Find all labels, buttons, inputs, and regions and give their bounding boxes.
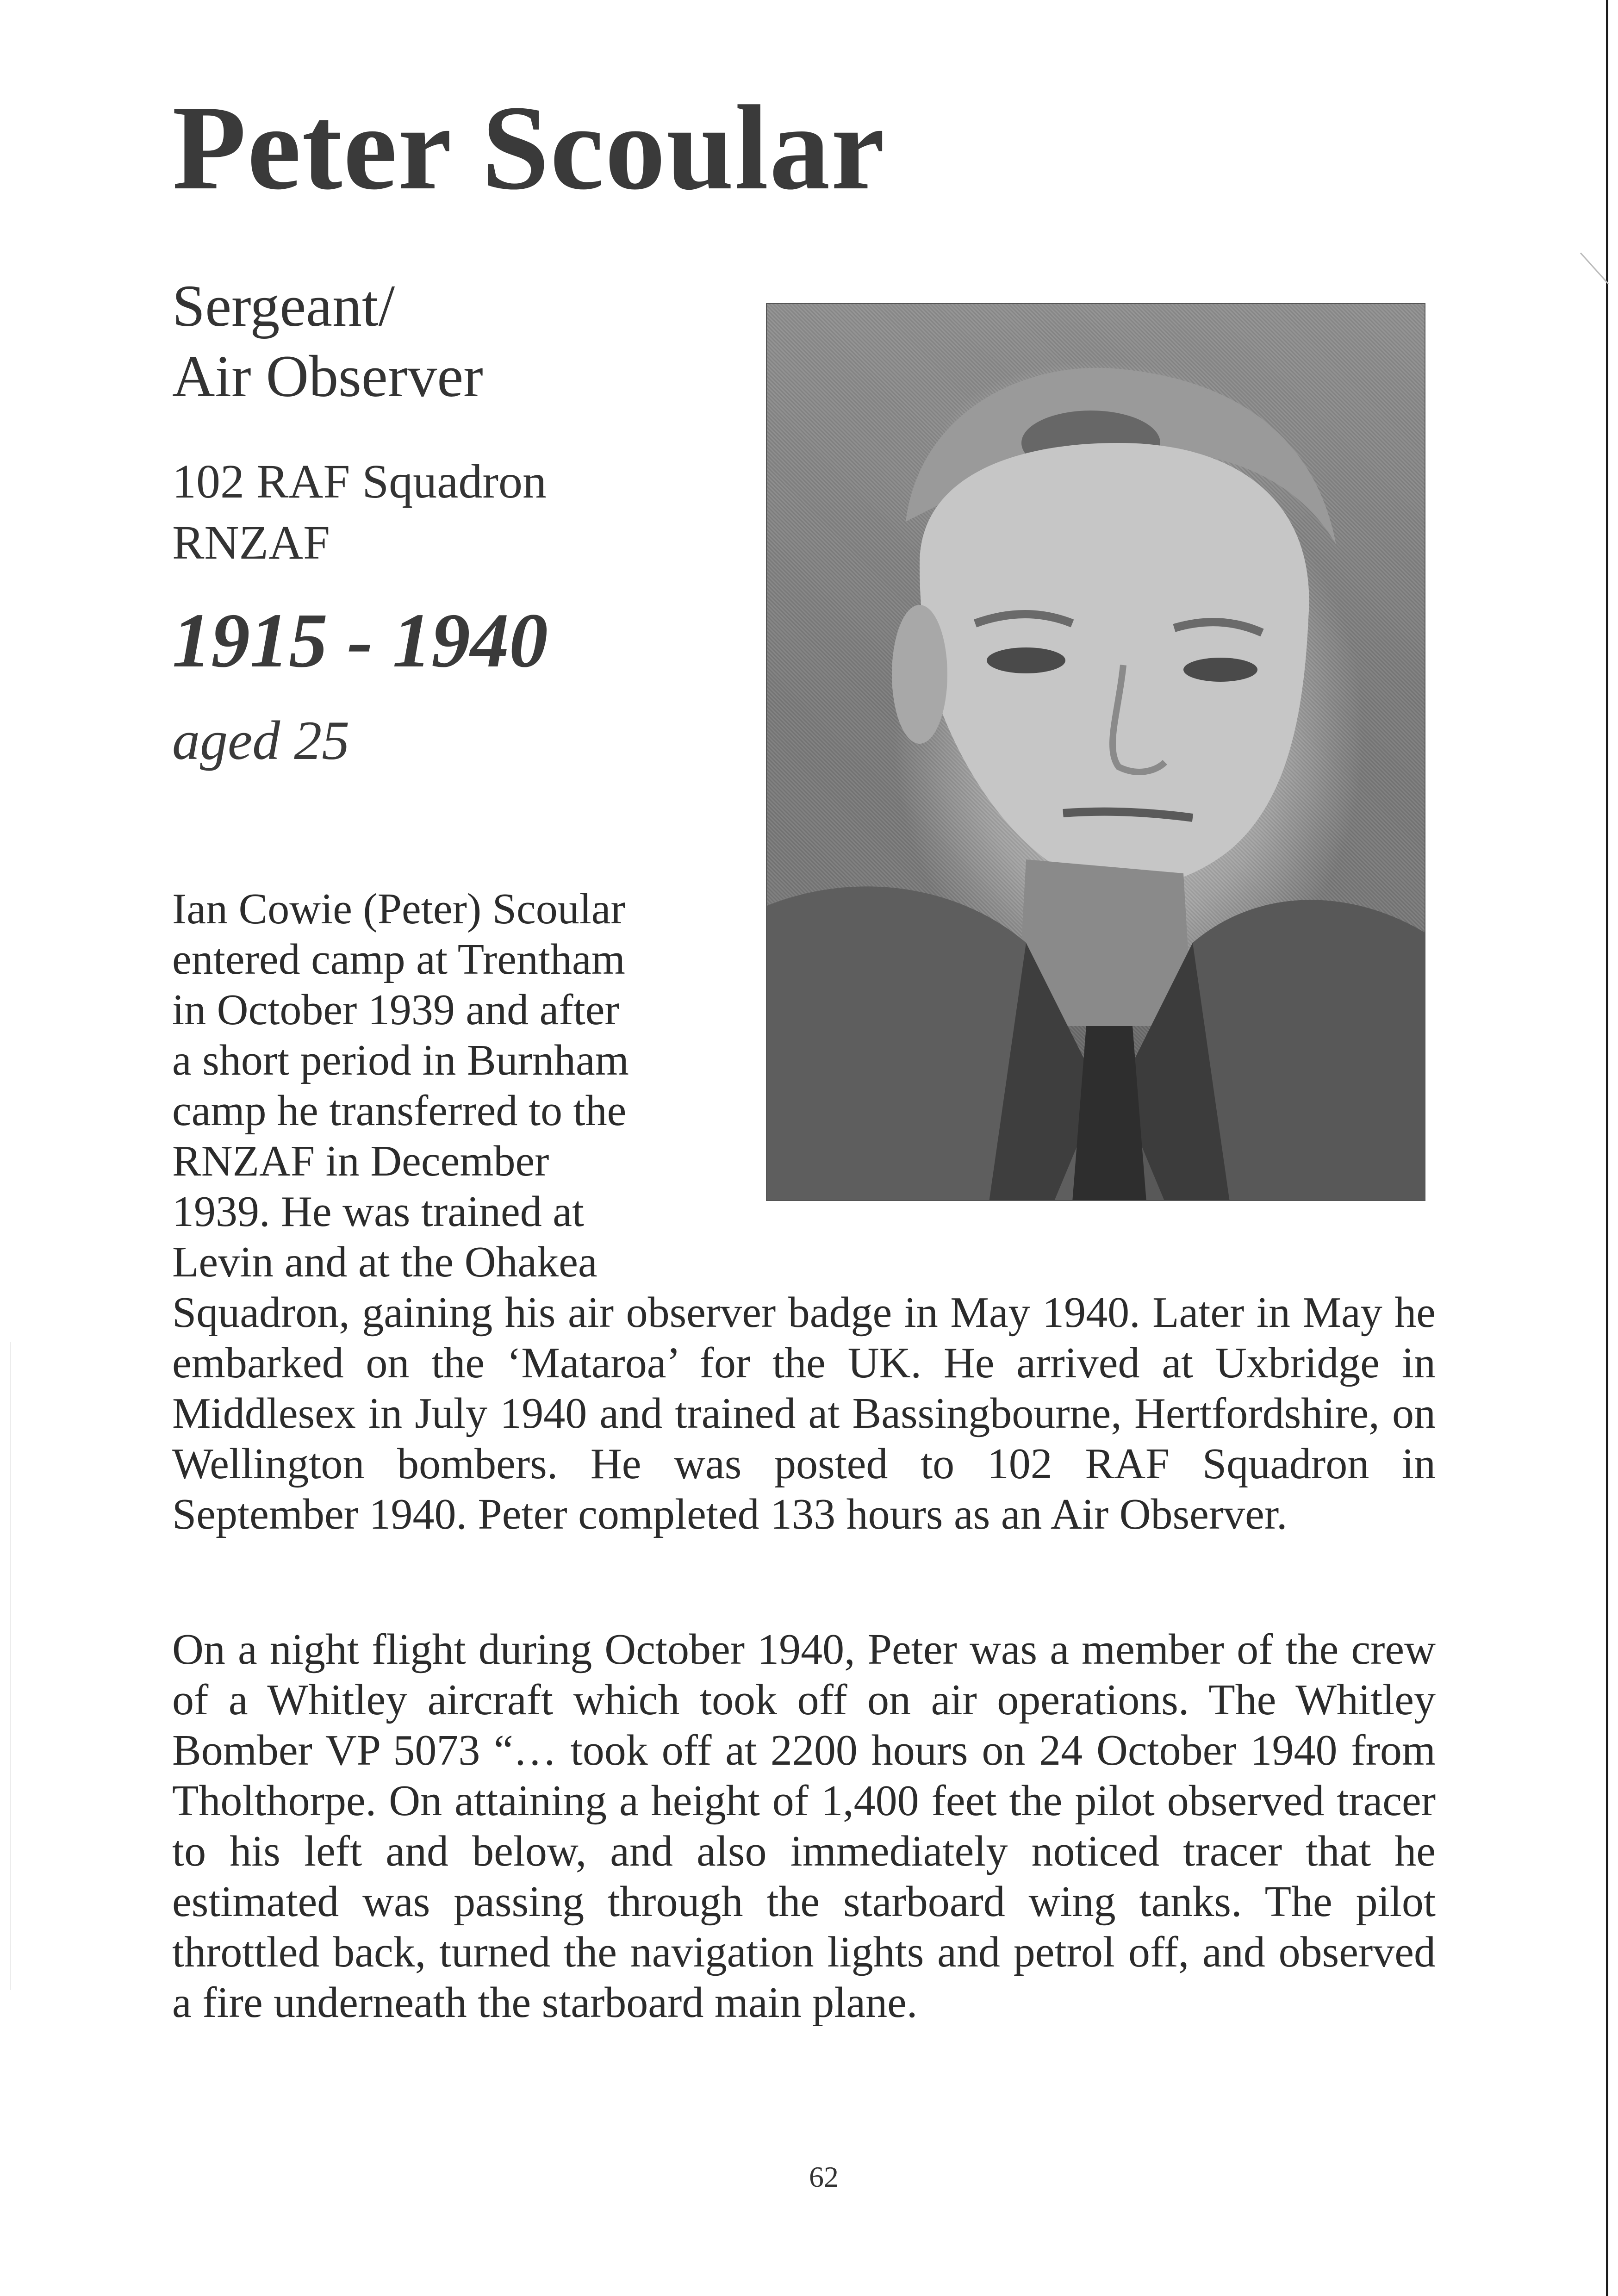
paragraph-2: On a night flight during October 1940, Peter was a member of the crew of a Whitley aircraft which took off on air operations. The Whitley Bomber VP 5073 “… took off at 2200 hours on 24 October 1940 from Tholthorpe. On attaining a height of 1,400 feet the pilot observed tracer to his left and below, and also immediately noticed tracer that he estimated was passing through the starboard wing tanks. The pilot throttled back, turned the navigation lights and petrol off, and observed a fire underneath the starboard main plane. <box>172 1625 1436 2027</box>
text-line: camp he transferred to the <box>172 1087 627 1135</box>
text-line: Levin and at the Ohakea <box>172 1238 597 1286</box>
text-line: RNZAF in December <box>172 1137 549 1185</box>
role-line: Air Observer <box>172 343 483 409</box>
rank-line: Sergeant/ <box>172 273 395 339</box>
unit-block <box>172 451 681 573</box>
text-line: in October 1939 and after <box>172 986 619 1034</box>
binding-edge-line <box>1606 0 1608 2296</box>
person-name-title: Peter Scoular <box>172 81 886 215</box>
rank-block <box>172 271 681 411</box>
paragraph-1-continuation: Squadron, gaining his air observer badge in May 1940. Later in May he embarked on the ‘Mataroa’ for the UK. He arrived at Uxbridge in Middlesex in July 1940 and trained at Bassingbourne, Hertfordshire, on Wellington bombers. He was posted to 102 RAF Squadron in September 1940. Peter completed 133 hours as an Air Observer. <box>172 1288 1436 1538</box>
text-line: a short period in Burnham <box>172 1036 629 1084</box>
paragraph-1-narrow <box>172 884 723 1288</box>
portrait-silhouette <box>767 304 1425 1201</box>
scan-edge-mark <box>10 1342 11 1990</box>
age-at-death: aged 25 <box>172 709 350 771</box>
scan-artifact <box>1580 252 1609 284</box>
text-line: 1939. He was trained at <box>172 1188 585 1236</box>
portrait-photo <box>766 303 1425 1201</box>
page-number: 62 <box>809 2160 839 2193</box>
text-line: entered camp at Trentham <box>172 935 625 983</box>
text-line: Ian Cowie (Peter) Scoular <box>172 885 625 933</box>
squadron-line: 102 RAF Squadron <box>172 455 547 508</box>
life-years: 1915 - 1940 <box>172 597 548 684</box>
air-force-line: RNZAF <box>172 516 330 569</box>
